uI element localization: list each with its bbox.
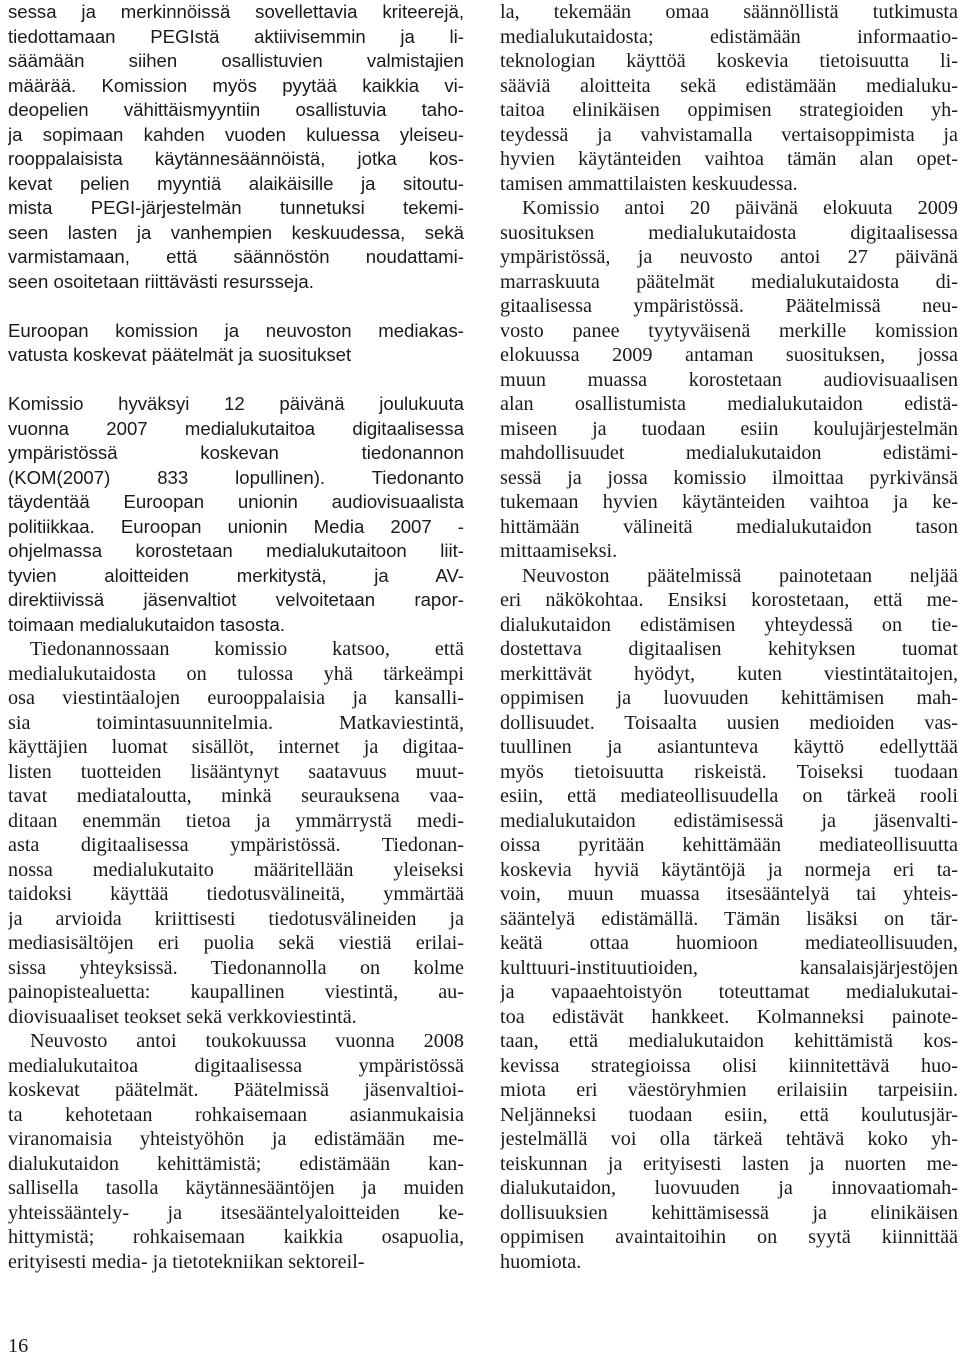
- text-line: sääviä aloitteita sekä edistämään medialuku-: [500, 74, 958, 97]
- text-line: myös tietoisuutta riskeistä. Toiseksi tuodaan: [500, 760, 958, 783]
- text-line: koskevat päätelmät. Päätelmissä jäsenvaltioi-: [8, 1079, 464, 1101]
- text-line: taidoksi käyttää tiedotusvälineitä, ymmärtää: [8, 883, 464, 905]
- text-line: sia toimintasuunnitelmia. Matkaviestintä,: [8, 711, 464, 734]
- text-line: mittaamiseksi.: [500, 540, 618, 562]
- text-line: diovisuaaliset teokset sekä verkkoviestintä.: [8, 1005, 357, 1028]
- text-line: Tiedonannossaan komissio katsoo, että: [30, 638, 464, 660]
- text-line: teknologian käyttöä koskevia tietoisuutta li-: [500, 50, 958, 72]
- text-line: varmistamaan, että säännöstön noudattami-: [8, 246, 464, 267]
- text-line: jestelmällä voi olla tärkeä tehtävä koko yh-: [500, 1128, 958, 1150]
- text-line: la, tekemään omaa säännöllistä tutkimusta: [500, 1, 958, 23]
- text-line: yhteissääntely- ja itsesääntelyaloitteiden ke-: [8, 1201, 464, 1224]
- text-line: dialukutaidon, luovuuden ja innovaatiomah-: [500, 1177, 958, 1199]
- right-column: [500, 0, 958, 1274]
- text-line: politiikkaa. Euroopan unionin Media 2007 -: [8, 515, 464, 537]
- text-line: erityisesti media- ja tietotekniikan sektoreil-: [8, 1250, 365, 1273]
- text-line: taan, että medialukutaidon kehittämistä kos-: [500, 1030, 958, 1052]
- text-line: Neuvoston päätelmissä painotetaan neljää: [522, 564, 958, 587]
- text-line: hittymistä; rohkaisemaan kaikkia osapuolia,: [8, 1226, 464, 1248]
- text-line: tyvien aloitteiden merkitystä, ja AV-: [8, 564, 464, 586]
- text-line: toa edistävät hankkeet. Kolmanneksi painote-: [500, 1005, 958, 1028]
- text-line: kevat pelien myyntiä alaikäisille ja sitoutu-: [8, 172, 464, 194]
- spacer: [8, 294, 464, 319]
- text-line: ditaan enemmän tietoa ja ymmärrystä medi-: [8, 809, 464, 832]
- text-line: tuullinen ja asiantunteva käyttö edellyttää: [500, 736, 958, 758]
- text-line: mahdollisuudet medialukutaidon edistämi-: [500, 442, 958, 464]
- text-line: sissa yhteyksissä. Tiedonannolla on kolme: [8, 956, 464, 979]
- page-number: 16: [8, 1335, 29, 1357]
- text-line: suosituksen medialukutaidosta digitaalisessa: [500, 221, 958, 244]
- text-line: tiedottamaan PEGIstä aktiivisemmin ja li-: [8, 25, 464, 47]
- text-line: medialukutaidon edistämisessä ja jäsenvalti-: [500, 809, 958, 832]
- text-line: tamisen ammattilaisten keskuudessa.: [500, 172, 798, 195]
- text-line: painopistealuetta: kaupallinen viestintä, au-: [8, 981, 464, 1003]
- text-line: merkittävät hyödyt, kuten viestintätaitojen,: [500, 662, 958, 685]
- text-line: osa viestintäalojen eurooppalaisia ja kansalli-: [8, 687, 464, 709]
- text-line: huomiota.: [500, 1250, 582, 1273]
- text-line: medialukutaitoa digitaalisessa ympäristössä: [8, 1054, 464, 1077]
- text-line: deopelien vähittäismyyntiin osallistuvia taho-: [8, 99, 464, 120]
- text-line: taitoa elinikäisen oppimisen strategioiden yh-: [500, 99, 958, 121]
- text-line: Komissio hyväksyi 12 päivänä joulukuuta: [8, 393, 464, 414]
- text-line: mediasisältöjen eri puolia sekä viestiä erilai-: [8, 932, 464, 954]
- text-line: miseen ja tuodaan esiin koulujärjestelmän: [500, 417, 958, 440]
- section-heading: [8, 319, 464, 368]
- paragraph: [8, 1029, 464, 1274]
- text-line: gitaalisessa ympäristössä. Päätelmissä neu-: [500, 295, 958, 317]
- text-line: sallisella tasolla käytännesääntöjen ja muiden: [8, 1177, 464, 1199]
- text-line: ja sopimaan kahden vuoden kuluessa yleiseu-: [8, 123, 464, 145]
- text-line: esiin, että mediateollisuudella on tärkeä rooli: [500, 785, 958, 807]
- text-line: kulttuuri-instituutioiden, kansalaisjärjestöjen: [500, 956, 958, 979]
- text-line: elokuussa 2009 antaman suosituksen, jossa: [500, 344, 958, 366]
- text-line: oppimisen ja luovuuden kehittämisen mah-: [500, 687, 958, 709]
- paragraph: [500, 196, 958, 564]
- text-line: dialukutaidon edistämisen yhteydessä on tie-: [500, 613, 958, 636]
- text-line: kevissa strategioissa olisi kiinnitettävä huo-: [500, 1054, 958, 1077]
- text-line: oissa pyritään kehittämään mediateollisuutta: [500, 834, 958, 856]
- text-line: voin, muun muassa itsesääntelyä tai yhteis-: [500, 883, 958, 905]
- paragraph: [500, 564, 958, 1275]
- text-line: ympäristössä, ja neuvosto antoi 27 päivänä: [500, 246, 958, 268]
- text-line: dialukutaidon kehittämistä; edistämään kan-: [8, 1152, 464, 1175]
- text-line: keätä ottaa huomioon mediateollisuuden,: [500, 932, 958, 954]
- text-line: dostettava digitaalisen kehityksen tuomat: [500, 638, 958, 660]
- text-line: medialukutaidosta on tulossa yhä tärkeämpi: [8, 662, 464, 685]
- text-line: vuonna 2007 medialukutaitoa digitaalisessa: [8, 417, 464, 439]
- text-line: muun muassa korostetaan audiovisuaalisen: [500, 368, 958, 391]
- text-line: marraskuuta päätelmät medialukutaidosta di-: [500, 270, 958, 293]
- text-line: tukemaan hyvien käytänteiden vaihtoa ja ke-: [500, 491, 958, 513]
- text-line: määrää. Komission myös pyytää kaikkia vi-: [8, 74, 464, 96]
- text-line: hyvien käytänteiden vaihtoa tämän alan opet-: [500, 148, 958, 170]
- text-line: teiskunnan ja erityisesti lasten ja nuorten me-: [500, 1152, 958, 1175]
- text-line: ohjelmassa korostetaan medialukutaitoon liit-: [8, 540, 464, 561]
- text-line: ja vapaaehtoistyön toteuttamat medialukutai-: [500, 981, 958, 1003]
- text-line: koskevia hyviä käytäntöjä ja normeja eri ta-: [500, 858, 958, 881]
- text-line: mista PEGI-järjestelmän tunnetuksi tekemi-: [8, 197, 464, 218]
- text-line: dollisuudet. Toisaalta uusien medioiden vas-: [500, 711, 958, 734]
- text-line: Komissio antoi 20 päivänä elokuuta 2009: [522, 197, 958, 219]
- text-line: hittämään välineitä medialukutaidon tason: [500, 515, 958, 538]
- paragraph: [8, 637, 464, 1029]
- text-line: listen tuotteiden lisääntynyt saatavuus muut-: [8, 760, 464, 783]
- text-line: vatusta koskevat päätelmät ja suositukset: [8, 344, 352, 365]
- text-line: toimaan medialukutaidon tasosta.: [8, 613, 286, 635]
- text-line: (KOM(2007) 833 lopullinen). Tiedonanto: [8, 466, 464, 488]
- text-line: eri näkökohtaa. Ensiksi korostetaan, että me-: [500, 589, 958, 611]
- text-line: miota eri väestöryhmien erilaisiin tarpeisiin.: [500, 1079, 958, 1101]
- text-line: sääntelyä edistämällä. Tämän lisäksi on tär-: [500, 907, 958, 930]
- text-line: ta kehotetaan rohkaisemaan asianmukaisia: [8, 1103, 464, 1126]
- text-line: rooppalaisista käytännesäännöistä, jotka kos-: [8, 148, 464, 169]
- text-line: medialukutaidosta; edistämään informaatio-: [500, 25, 958, 48]
- text-line: sessä ja jossa komissio ilmoittaa pyrkivänsä: [500, 466, 958, 489]
- text-line: alan osallistumista medialukutaidon edistä-: [500, 393, 958, 415]
- text-line: seen osoitetaan riittävästi resursseja.: [8, 270, 314, 292]
- text-line: tavat mediataloutta, minkä seurauksena vaa-: [8, 785, 464, 807]
- text-line: Neljänneksi tuodaan esiin, että koulutusjär-: [500, 1103, 958, 1126]
- text-line: dollisuuksien kehittämisessä ja elinikäisen: [500, 1201, 958, 1224]
- text-line: asta digitaalisessa ympäristössä. Tiedonan-: [8, 834, 464, 856]
- text-line: seen lasten ja vanhempien keskuudessa, sekä: [8, 221, 464, 243]
- paragraph: [500, 0, 958, 196]
- spacer: [8, 368, 464, 393]
- text-line: ympäristössä koskevan tiedonannon: [8, 442, 464, 463]
- paragraph: [8, 0, 464, 294]
- text-line: ja arvioida kriittisesti tiedotusvälineiden ja: [8, 907, 464, 930]
- text-line: nossa medialukutaito määritellään yleiseksi: [8, 858, 464, 881]
- text-line: käyttäjien luomat sisällöt, internet ja digitaa-: [8, 736, 464, 758]
- paragraph: [8, 392, 464, 637]
- text-line: direktiivissä jäsenvaltiot velvoitetaan rapor-: [8, 589, 464, 610]
- left-column: [8, 0, 464, 1274]
- text-line: täydentää Euroopan unionin audiovisuaalista: [8, 491, 464, 512]
- text-line: oppimisen avaintaitoihin on syytä kiinnittää: [500, 1226, 958, 1248]
- text-line: teydessä ja vahvistamalla vertaisoppimista ja: [500, 123, 958, 146]
- text-line: sessa ja merkinnöissä sovellettavia kriteerejä,: [8, 1, 464, 22]
- text-line: Euroopan komission ja neuvoston mediakas-: [8, 319, 464, 341]
- text-line: Neuvosto antoi toukokuussa vuonna 2008: [30, 1030, 464, 1052]
- text-line: vosto panee tyytyväisenä merkille komission: [500, 319, 958, 342]
- text-line: viranomaisia yhteistyöhön ja edistämään me-: [8, 1128, 464, 1150]
- text-line: säämään siihen osallistuvien valmistajien: [8, 50, 464, 71]
